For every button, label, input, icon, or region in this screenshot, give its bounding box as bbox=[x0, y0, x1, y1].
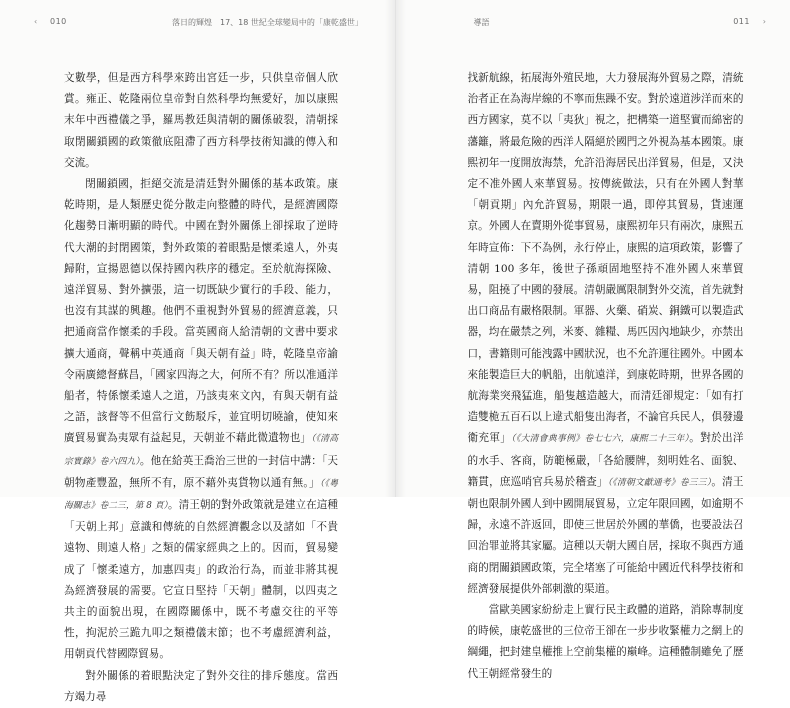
right-page-body bbox=[468, 68, 744, 685]
right-page-header bbox=[396, 16, 790, 30]
left-page-header bbox=[0, 16, 395, 30]
paragraph: 文數學，但是西方科學來跨出宮廷一步，只供皇帝個人欣賞。雍正、乾隆兩位皇帝對自然科學均無愛好，加以康熙末年中西禮儀之爭，羅馬教廷與清朝的關係破裂，清朝採取閉關鎖國的政策徹底阻滯了西方科學技術知識的傳入和交流。 bbox=[64, 68, 338, 174]
paragraph: 當歐美國家紛紛走上實行民主政體的道路，消除專制度的時候，康乾盛世的三位帝王卻在一步步收緊權力之網上的綱繩，把封建皇權推上空前集權的巔峰。這種體制雖免了歷代王朝經常發生的 bbox=[468, 600, 744, 685]
left-running-title: 落日的輝煌 17、18 世紀全球變局中的「康乾盛世」 bbox=[172, 17, 363, 28]
citation: （《大清會典事例》卷七七六，康熙二十三年） bbox=[511, 434, 689, 444]
right-page-number: 011 bbox=[733, 17, 750, 26]
gutter-shadow bbox=[385, 0, 395, 497]
left-page-number: 010 bbox=[50, 17, 67, 26]
right-running-title: 導語 bbox=[474, 17, 490, 28]
citation: （《清高宗實錄》卷六四九） bbox=[64, 434, 338, 466]
paragraph: 找新航線，拓展海外殖民地，大力發展海外貿易之際，清統治者正在為海岸線的不寧而焦躁不安。對於遠道涉洋而來的西方國家，莫不以「夷狄」視之，把構築一道堅實而綿密的藩籬，將最危險的西洋人隔絕於國門之外視為基本國策。康熙初年一度開放海禁，允許沿海居民出洋貿易，但是，又決定不准外國人來華貿易。按傳統做法，只有在外國人對華「朝貢期」內允許貿易，期限一過，即停其貿易，貨速運京。外國人在賣期外從事貿易，康熙初年只有兩次，康熙五年時宣佈：下不為例，永行停止，康熙的這項政策，影響了清朝 100 多年，後世子孫頑固地堅持不准外國人來華貿易，阻撓了中國的發展。清朝嚴厲限制對外交流，首先就對出口商品有嚴格限制。軍器、火藥、硝炭、銅鐵可以製造武器，均在嚴禁之列，米麥、雜糧、馬匹因內地缺少，亦禁出口，書籍則可能洩露中國狀況，也不允許運往國外。中國本來能製造巨大的帆船，出航遠洋，到康乾時期，世界各國的航海業突飛猛進，船隻越造越大，而清廷卻規定：「如有打造雙桅五百石以上違式船隻出海者，不論官兵民人，俱發邊衛充軍」（《大清會典事例》卷七七六，康熙二十三年）。對於出洋的水手、客商，防範極嚴，「各給腰牌，刻明姓名、面貌、籍貫，庶巡哨官兵易於稽查」（《清朝文獻通考》卷三三）。清王朝也限制外國人到中國開展貿易，立定年限回國，如逾期不歸，永遠不許返回，即使三世居於外國的華僑，也要設法召回治罪並將其家屬。這種以天朝大國自居，採取不與西方通商的閉關鎖國政策，完全堵塞了可能給中國近代科學技術和經濟發展提供外部刺激的渠道。 bbox=[468, 68, 744, 600]
citation: （《清朝文獻通考》卷三三） bbox=[608, 478, 712, 488]
gutter-shadow bbox=[396, 0, 406, 497]
paragraph: 閉關鎖國，拒絕交流是清廷對外關係的基本政策。康乾時期，是人類歷史從分散走向整體的時代，是經濟國際化趨勢日漸明顯的時代。中國在對外關係上卻採取了逆時代大潮的封閉國策，對外政策的着眼點是懷柔遠人，外夷歸附，宣揚恩德以保持國內秩序的穩定。至於航海探險、遠洋貿易、對外擴張，這一切既缺少實行的手段、能力，也沒有其謀的興趣。他們不重視對外貿易的經濟意義，只把通商當作懷柔的手段。當英國商人給清朝的文書中要求擴大通商，聲稱中英通商「與天朝有益」時，乾隆皇帝諭令兩廣總督蘇昌，「國家四海之大，何所不有？所以准通洋船者，特係懷柔遠人之道，乃該夷來文內，有與天朝有益之語，該督等不但當行文飭駁斥，並宜明切曉諭，使知來廣貿易實為夷眾有益起見，天朝並不藉此微遺物也」（《清高宗實錄》卷六四九）。他在給英王喬治三世的一封信中講：「天朝物產豐盈，無所不有，原不藉外夷貨物以通有無。」（《粵海關志》卷二三，第 8 頁）。清王朝的對外政策就是建立在這種「天朝上邦」意識和傳統的自然經濟觀念以及諸如「不貴遠物、則遠人格」之類的儒家經典之上的。因而，貿易變成了「懷柔遠方，加惠四夷」的政治行為，而並非將其視為經濟發展的需要。它宣日堅持「天朝」體制，以四夷之共主的面貌出現，在國際關係中，既不考慮交往的平等性，拘泥於三跪九叩之類禮儀末節；也不考慮經濟利益，用朝貢代替國際貿易。 bbox=[64, 174, 338, 666]
paragraph: 對外關係的着眼點決定了對外交往的排斥態度。當西方竭力尋 bbox=[64, 666, 338, 708]
citation: （《粵海關志》卷二三，第 8 頁） bbox=[64, 479, 338, 511]
chevron-left-icon[interactable]: ‹ bbox=[34, 17, 37, 26]
left-page-body bbox=[64, 68, 338, 708]
left-page bbox=[0, 0, 396, 497]
chevron-right-icon[interactable]: › bbox=[763, 17, 766, 26]
right-page bbox=[396, 0, 790, 497]
